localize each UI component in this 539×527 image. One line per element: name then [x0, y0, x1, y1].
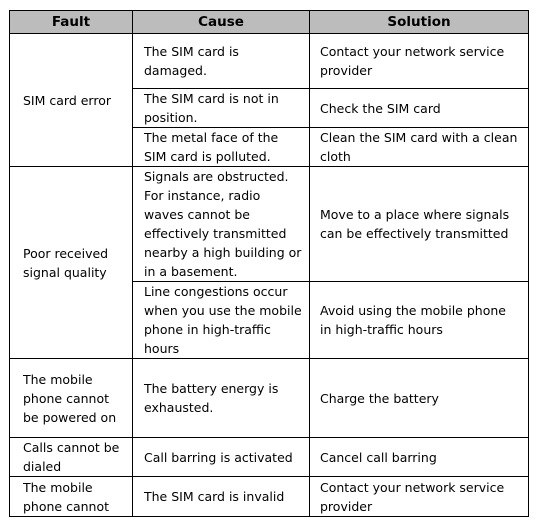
fault-cell: Poor received signal quality: [10, 167, 133, 359]
cause-cell: The SIM card is damaged.: [133, 34, 310, 89]
cause-cell: Signals are obstructed. For instance, radio waves cannot be effectively transmitted nearby a high building or in a basement.: [133, 167, 310, 282]
header-solution: Solution: [310, 11, 529, 34]
header-row: [10, 11, 529, 34]
solution-cell: Move to a place where signals can be effectively transmitted: [310, 167, 529, 282]
table-row: [10, 167, 529, 282]
table-row: [10, 477, 529, 517]
cause-cell: The SIM card is invalid: [133, 477, 310, 517]
solution-cell: Contact your network service provider: [310, 477, 529, 517]
solution-cell: Clean the SIM card with a clean cloth: [310, 128, 529, 167]
solution-cell: Check the SIM card: [310, 89, 529, 128]
header-cause: Cause: [133, 11, 310, 34]
cause-cell: Call barring is activated: [133, 438, 310, 477]
cause-cell: The SIM card is not in position.: [133, 89, 310, 128]
fault-cell: Calls cannot be dialed: [10, 438, 133, 477]
table-row: [10, 438, 529, 477]
fault-cell: SIM card error: [10, 34, 133, 167]
cause-cell: Line congestions occur when you use the mobile phone in high-traffic hours: [133, 282, 310, 359]
table-row: [10, 34, 529, 89]
table-row: [10, 359, 529, 438]
solution-cell: Avoid using the mobile phone in high-traffic hours: [310, 282, 529, 359]
cause-cell: The metal face of the SIM card is polluted.: [133, 128, 310, 167]
solution-cell: Charge the battery: [310, 359, 529, 438]
header-fault: Fault: [10, 11, 133, 34]
solution-cell: Contact your network service provider: [310, 34, 529, 89]
troubleshooting-table: [9, 10, 529, 517]
cause-cell: The battery energy is exhausted.: [133, 359, 310, 438]
fault-cell: The mobile phone cannot: [10, 477, 133, 517]
solution-cell: Cancel call barring: [310, 438, 529, 477]
fault-cell: The mobile phone cannot be powered on: [10, 359, 133, 438]
